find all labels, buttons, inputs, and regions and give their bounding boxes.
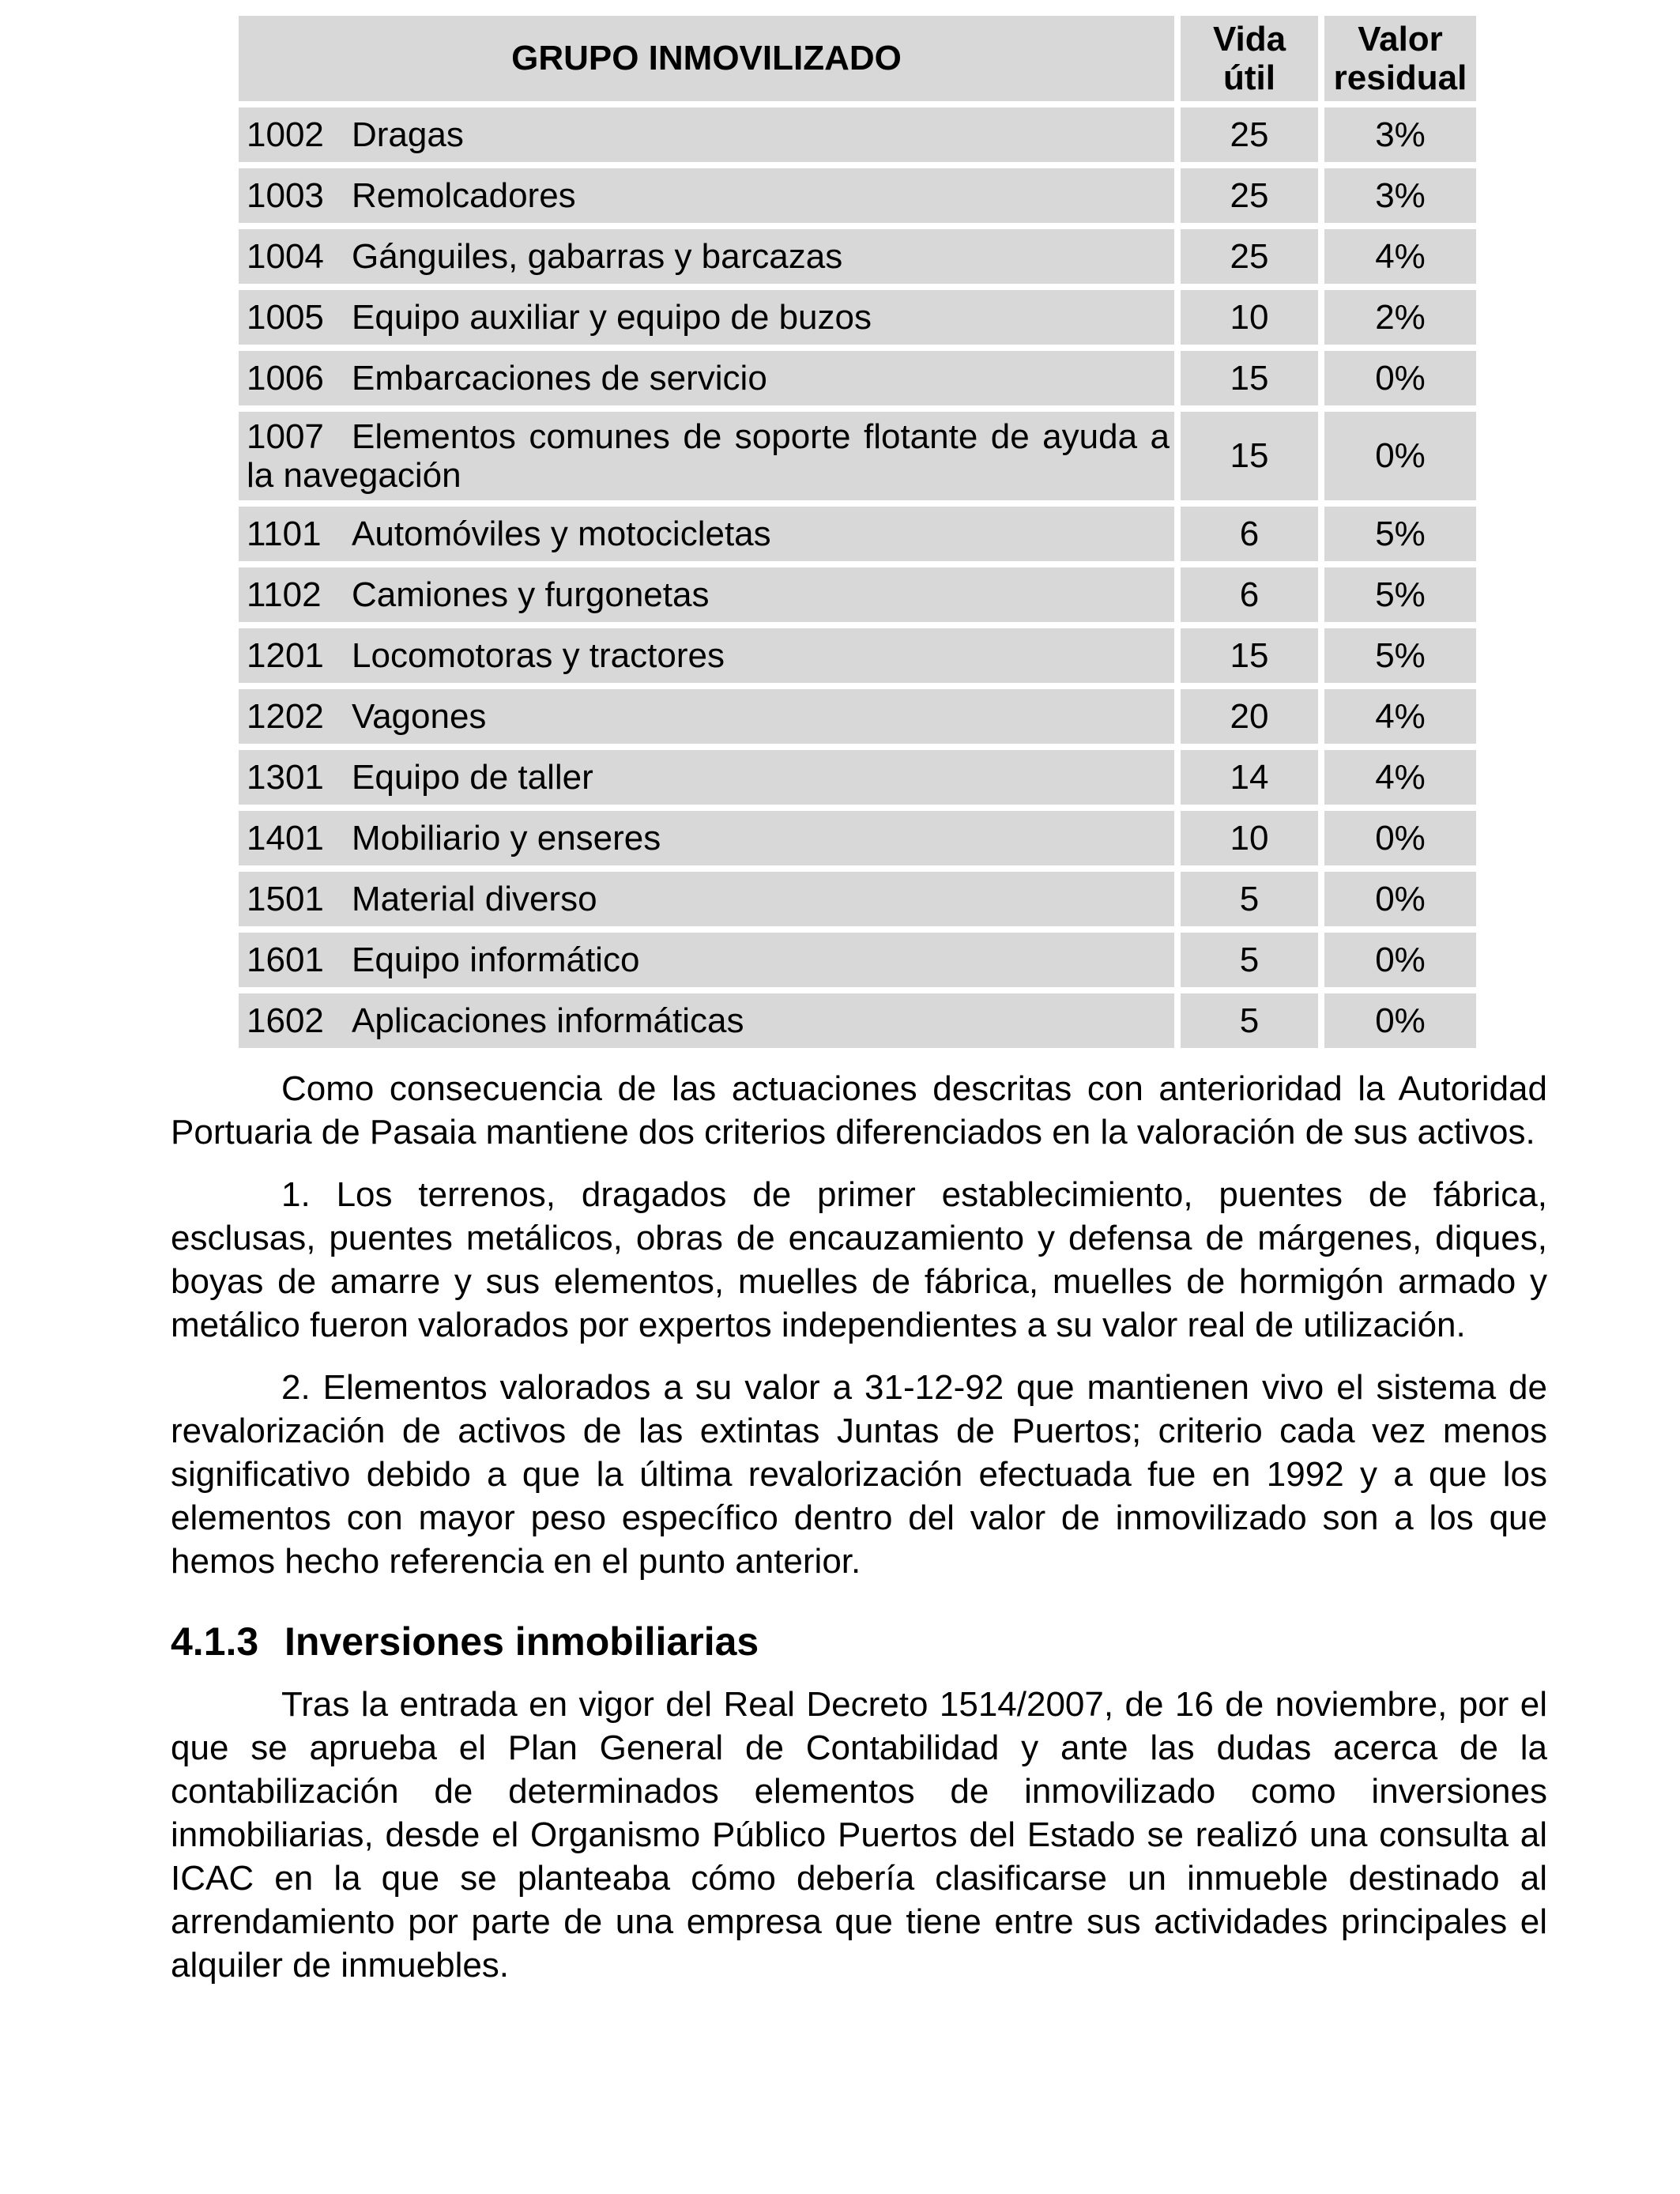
table-row [239, 168, 1476, 229]
header-group: GRUPO INMOVILIZADO [239, 16, 1181, 107]
asset-code: 1401 [247, 818, 324, 858]
table-row [239, 567, 1476, 628]
asset-code: 1006 [247, 358, 324, 398]
useful-life-cell: 25 [1181, 229, 1324, 290]
asset-code: 1003 [247, 175, 324, 215]
residual-value-cell: 5% [1324, 507, 1476, 567]
asset-code: 1501 [247, 879, 324, 918]
residual-value-cell: 5% [1324, 567, 1476, 628]
asset-name: Camiones y furgonetas [352, 575, 710, 614]
asset-name-cell [239, 567, 1181, 628]
asset-name-cell [239, 107, 1181, 168]
useful-life-cell: 6 [1181, 507, 1324, 567]
asset-name-cell [239, 229, 1181, 290]
residual-value-cell: 4% [1324, 689, 1476, 750]
residual-value-cell: 4% [1324, 750, 1476, 811]
table-row [239, 229, 1476, 290]
asset-name-cell [239, 933, 1181, 993]
table-row [239, 107, 1476, 168]
asset-name-cell [239, 750, 1181, 811]
asset-name-cell [239, 507, 1181, 567]
useful-life-cell: 15 [1181, 412, 1324, 507]
residual-value-cell: 0% [1324, 412, 1476, 507]
asset-code: 1007 [247, 417, 324, 456]
paragraph-section-body: Tras la entrada en vigor del Real Decreto 1514/2007, de 16 de noviembre, por el que se aprueba el Plan General de Contabilidad y ante las dudas acerca de la contabilización de determinados elementos de inmovilizado como inversiones inmobiliarias, desde el Organismo Público Puertos del Estado se realizó una consulta al ICAC en la que se planteaba cómo debería clasificarse un inmueble destinado al arrendamiento por parte de una empresa que tiene entre sus actividades principales el alquiler de inmuebles. [171, 1685, 1547, 1985]
asset-name-cell [239, 168, 1181, 229]
asset-name: Dragas [352, 115, 464, 154]
asset-name: Equipo auxiliar y equipo de buzos [352, 297, 872, 337]
useful-life-cell: 15 [1181, 628, 1324, 689]
residual-value-cell: 5% [1324, 628, 1476, 689]
header-life: Vida útil [1181, 16, 1324, 107]
asset-code: 1202 [247, 696, 324, 736]
table-row [239, 872, 1476, 933]
asset-name-cell [239, 993, 1181, 1054]
residual-value-cell: 0% [1324, 872, 1476, 933]
residual-value-cell: 2% [1324, 290, 1476, 351]
table-row [239, 290, 1476, 351]
asset-code: 1201 [247, 635, 324, 675]
table-row [239, 689, 1476, 750]
useful-life-cell: 6 [1181, 567, 1324, 628]
table-row [239, 507, 1476, 567]
asset-name: Equipo informático [352, 940, 640, 979]
residual-value-cell: 3% [1324, 168, 1476, 229]
asset-code: 1101 [247, 514, 322, 553]
table-header-row [239, 16, 1476, 107]
paragraph-criterion-2: 2. Elementos valorados a su valor a 31-12-92 que mantienen vivo el sistema de revalorización de activos de las extintas Juntas de Puertos; criterio cada vez menos significativo debido a que la última revalorización efectuada fue en 1992 y a que los elementos con mayor peso específico dentro del valor de inmovilizado son a los que hemos hecho referencia en el punto anterior. [171, 1368, 1547, 1581]
useful-life-cell: 10 [1181, 290, 1324, 351]
residual-value-cell: 0% [1324, 933, 1476, 993]
asset-name: Elementos comunes de soporte flotante de ayuda a la navegación [247, 417, 1170, 495]
residual-value-cell: 0% [1324, 811, 1476, 872]
asset-name: Vagones [352, 696, 487, 736]
section-number: 4.1.3 [171, 1619, 259, 1664]
section-heading [171, 1618, 1547, 1665]
asset-code: 1004 [247, 236, 324, 276]
asset-code: 1102 [247, 575, 322, 614]
section-title: Inversiones inmobiliarias [284, 1619, 759, 1664]
asset-code: 1602 [247, 1001, 324, 1040]
asset-code: 1005 [247, 297, 324, 337]
table-row [239, 750, 1476, 811]
depreciation-table [239, 16, 1476, 1054]
asset-name: Remolcadores [352, 175, 576, 215]
useful-life-cell: 5 [1181, 872, 1324, 933]
asset-name: Equipo de taller [352, 757, 593, 797]
table-row [239, 933, 1476, 993]
asset-name: Material diverso [352, 879, 597, 918]
residual-value-cell: 0% [1324, 351, 1476, 412]
table-row [239, 628, 1476, 689]
paragraph-consequence: Como consecuencia de las actuaciones descritas con anterioridad la Autoridad Portuaria de Pasaia mantiene dos criterios diferenciados en la valoración de sus activos. [171, 1069, 1547, 1152]
useful-life-cell: 5 [1181, 933, 1324, 993]
paragraph-criterion-1: 1. Los terrenos, dragados de primer establecimiento, puentes de fábrica, esclusas, puentes metálicos, obras de encauzamiento y defensa de márgenes, diques, boyas de amarre y sus elementos, muelles de fábrica, muelles de hormigón armado y metálico fueron valorados por expertos independientes a su valor real de utilización. [171, 1175, 1547, 1344]
asset-name: Automóviles y motocicletas [352, 514, 771, 553]
asset-code: 1301 [247, 757, 324, 797]
header-residual: Valor residual [1324, 16, 1476, 107]
asset-name-cell [239, 290, 1181, 351]
asset-name-cell [239, 412, 1181, 507]
asset-name: Gánguiles, gabarras y barcazas [352, 236, 843, 276]
useful-life-cell: 25 [1181, 107, 1324, 168]
useful-life-cell: 14 [1181, 750, 1324, 811]
asset-name: Locomotoras y tractores [352, 635, 725, 675]
document-body [171, 1067, 1547, 2006]
table-row [239, 351, 1476, 412]
asset-name: Embarcaciones de servicio [352, 358, 767, 398]
asset-name-cell [239, 351, 1181, 412]
asset-name-cell [239, 811, 1181, 872]
useful-life-cell: 20 [1181, 689, 1324, 750]
asset-code: 1002 [247, 115, 324, 154]
table-row [239, 811, 1476, 872]
useful-life-cell: 10 [1181, 811, 1324, 872]
table-row [239, 993, 1476, 1054]
residual-value-cell: 3% [1324, 107, 1476, 168]
asset-name-cell [239, 689, 1181, 750]
useful-life-cell: 5 [1181, 993, 1324, 1054]
residual-value-cell: 0% [1324, 993, 1476, 1054]
useful-life-cell: 25 [1181, 168, 1324, 229]
asset-name: Aplicaciones informáticas [352, 1001, 744, 1040]
useful-life-cell: 15 [1181, 351, 1324, 412]
asset-name-cell [239, 628, 1181, 689]
asset-name-cell [239, 872, 1181, 933]
table-row [239, 412, 1476, 507]
residual-value-cell: 4% [1324, 229, 1476, 290]
asset-name: Mobiliario y enseres [352, 818, 661, 858]
asset-code: 1601 [247, 940, 324, 979]
